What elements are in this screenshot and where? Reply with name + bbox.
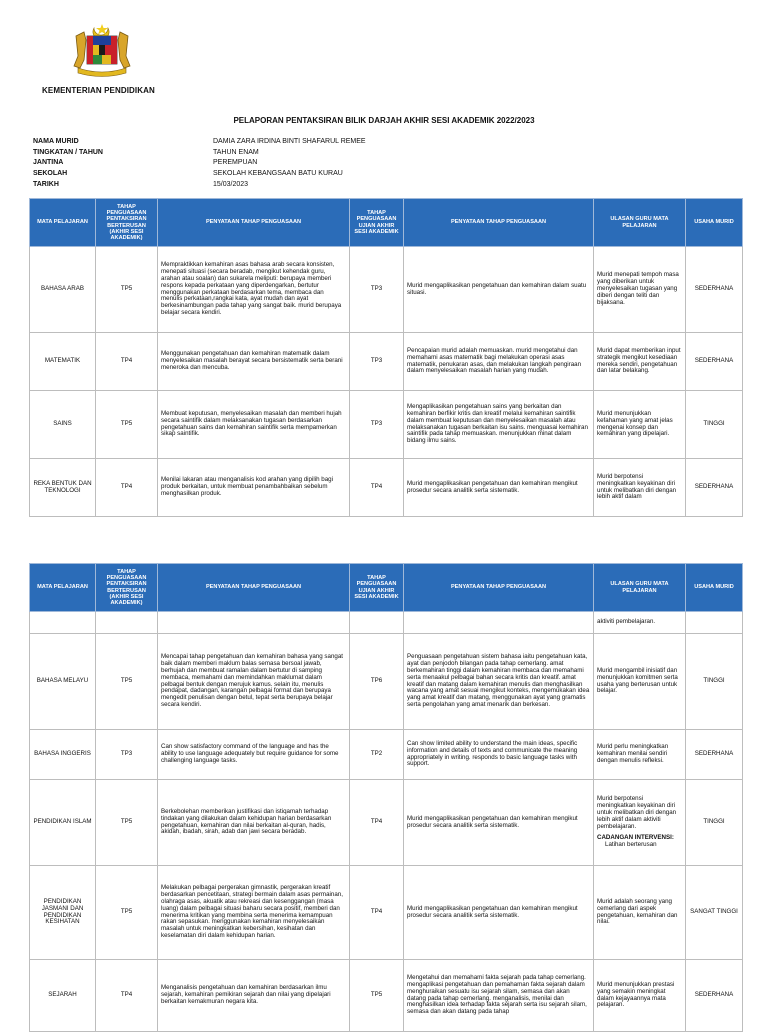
statement-cell: Can show satisfactory command of the language and has the ability to use language adequately but require guidance for some challenging language tasks. (158, 730, 350, 780)
effort-cell: TINGGI (686, 780, 743, 866)
student-info (33, 136, 366, 190)
tp-cell: TP3 (350, 247, 404, 333)
info-row-class (33, 147, 366, 158)
subject-cell: BAHASA MELAYU (30, 634, 96, 730)
review-cell: Murid menunjukkan prestasi yang semakin meningkat dalam kejayaannya mata pelajaran. (594, 960, 686, 1032)
statement-cell: Murid mengaplikasikan pengetahuan dan kemahiran dalam suatu situasi. (404, 247, 594, 333)
tp-cell: TP4 (96, 333, 158, 391)
statement-cell: Can show limited ability to understand the main ideas, specific information and details of texts and communicate the meaning appropriately in writing. responds to basic language tasks with support. (404, 730, 594, 780)
tp-cell: TP4 (96, 960, 158, 1032)
header-subject: MATA PELAJARAN (30, 564, 96, 612)
empty-cell (350, 612, 404, 634)
report-title: PELAPORAN PENTAKSIRAN BILIK DARJAH AKHIR SESI AKADEMIK 2022/2023 (233, 116, 535, 125)
header-effort: USAHA MURID (686, 564, 743, 612)
table-header-row (30, 199, 743, 247)
effort-cell: SEDERHANA (686, 960, 743, 1032)
review-cell: aktiviti pembelajaran. (594, 612, 686, 634)
tp-cell: TP3 (96, 730, 158, 780)
statement-cell: Mengaplikasikan pengetahuan sains yang berkaitan dan kemahiran berfikir kritis dan kreatif melalui kemahiran saintifik dalam membuat keputusan dan menyelesaikan masalah atau melaksanakan tugasan berkaitan isu sains. menguasai kemahiran saintifik pada tahap memuaskan. menunjukkan minat dalam bidang ilmu sains. (404, 391, 594, 459)
tp-cell: TP4 (350, 780, 404, 866)
assessment-table-2 (29, 563, 743, 1032)
review-cell: Murid berpotensi meningkatkan keyakinan diri untuk melibatkan diri dengan lebih aktif dalam (594, 459, 686, 517)
info-label: JANTINA (33, 159, 64, 167)
tp-cell: TP4 (350, 866, 404, 960)
info-value: 15/03/2023 (213, 181, 249, 189)
table-header-row (30, 564, 743, 612)
header-teacher-review: ULASAN GURU MATA PELAJARAN (594, 199, 686, 247)
ministry-name: KEMENTERIAN PENDIDIKAN (42, 86, 155, 95)
intervention-heading: CADANGAN INTERVENSI: (597, 833, 674, 841)
review-cell (594, 780, 686, 866)
statement-cell: Melakukan pelbagai pergerakan gimnastik, pergerakan kreatif berdasarkan pencetitaan, strategi bermain dalam asas permainan, olahraga asas, akuatik atau rekreasi dan kesenggangan (masa luang) dalam pelbagai situasi baharu secara positif, memberi dan menerima kritikan yang membina serta menerima kemampuan rakan sepasukan. menggunakan kemahiran menyelesaikan masalah untuk meningkatkan kebersihan, kesihatan dan keselamatan diri dalam kehidupan harian. (158, 866, 350, 960)
info-row-school (33, 168, 366, 179)
statement-cell: Mencapai tahap pengetahuan dan kemahiran bahasa yang sangat baik dalam memberi maklum balas semasa bersoal jawab, berhujah dan membuat ramalan dalam bertutur di samping membaca, memahami dan memindahkan maklumat dalam pelbagai bentuk dengan merujuk kamus. selain itu, menulis pendapat, dadangan, karangan pelbagai format dan berupaya mengedit penulisan dengan betul, tepat serta berupaya belajar secara kendiri. (158, 634, 350, 730)
empty-cell (686, 612, 743, 634)
tp-cell: TP5 (96, 780, 158, 866)
table-row (30, 333, 743, 391)
table-row (30, 866, 743, 960)
tp-cell: TP3 (350, 333, 404, 391)
tp-cell: TP5 (96, 247, 158, 333)
tp-cell: TP6 (350, 634, 404, 730)
info-value: PEREMPUAN (213, 159, 258, 167)
statement-cell: Penguasaan pengetahuan sistem bahasa iaitu pengetahuan kata, ayat dan penjodoh bilangan pada tahap cemerlang. amat berkemahiran tinggi dalam kemahiran membaca dan memahami serta menaakul pelbagai bahan secara kritis dan kreatif. amat kreatif dan matang dalam kemahiran menulis dan menghasilkan wacana yang amat sesuai mengikut konteks, mengemukakan idea yang amat kreatif dan matang, menggunakan ayat yang gramatis serta pengolahan yang amat menarik dan berkesan. (404, 634, 594, 730)
info-row-date (33, 179, 366, 190)
effort-cell: SEDERHANA (686, 333, 743, 391)
review-cell: Murid dapat memberikan input strategik mengikut kesediaan mereka sendiri, pengetahuan dan latar belakang. (594, 333, 686, 391)
table-row (30, 634, 743, 730)
header-tp-continuous: TAHAP PENGUASAAN PENTAKSIRAN BERTERUSAN (AKHIR SESI AKADEMIK) (96, 564, 158, 612)
tp-cell: TP5 (96, 391, 158, 459)
subject-cell: MATEMATIK (30, 333, 96, 391)
statement-cell: Murid mengaplikasikan pengetahuan dan kemahiran mengikut prosedur secara analitik serta sistematik. (404, 780, 594, 866)
info-row-gender (33, 158, 366, 169)
review-cell: Murid adalah seorang yang cemerlang dari aspek pengetahuan, kemahiran dan nilai. (594, 866, 686, 960)
statement-cell: Murid mengaplikasikan pengetahuan dan kemahiran mengikut prosedur secara analitik serta sistematik. (404, 459, 594, 517)
table-row (30, 960, 743, 1032)
tp-cell: TP4 (350, 459, 404, 517)
effort-cell: TINGGI (686, 391, 743, 459)
info-value: DAMIA ZARA IRDINA BINTI SHAFARUL REMEE (213, 137, 366, 145)
header-tp-continuous: TAHAP PENGUASAAN PENTAKSIRAN BERTERUSAN (AKHIR SESI AKADEMIK) (96, 199, 158, 247)
malaysia-crest-logo (70, 22, 134, 80)
info-row-name (33, 136, 366, 147)
subject-cell: REKA BENTUK DAN TEKNOLOGI (30, 459, 96, 517)
header-statement: PENYATAAN TAHAP PENGUASAAN (404, 199, 594, 247)
empty-cell (404, 612, 594, 634)
effort-cell: SEDERHANA (686, 730, 743, 780)
table-row (30, 730, 743, 780)
effort-cell: SEDERHANA (686, 459, 743, 517)
review-cell: Murid mengambil inisiatif dan menunjukkan komitmen serta usaha yang berterusan untuk belajar. (594, 634, 686, 730)
header-effort: USAHA MURID (686, 199, 743, 247)
subject-cell: PENDIDIKAN JASMANI DAN PENDIDIKAN KESIHATAN (30, 866, 96, 960)
statement-cell: Mempraktikkan kemahiran asas bahasa arab secara konsisten, menepati situasi (secara beradab, mengikut kehendak guru, arahan atau soalan) dan sukarela meliputi: berupaya memberi respons kepada perkataan yang diperdengarkan, bertutur menggunakan perkataan berdasarkan tema, membaca dan menulis perkataan,rangkai kata, ayat mudah dan ayat berkesinambungan pada tahap yang sangat baik. murid berupaya belajar secara kendiri. (158, 247, 350, 333)
table-row (30, 780, 743, 866)
empty-cell (30, 612, 96, 634)
intervention-text: Latihan berterusan (605, 840, 657, 848)
subject-cell: SAINS (30, 391, 96, 459)
statement-cell: Murid mengaplikasikan pengetahuan dan kemahiran mengikut prosedur secara analitik serta sistematik. (404, 866, 594, 960)
effort-cell: SEDERHANA (686, 247, 743, 333)
review-cell: Murid menepati tempoh masa yang diberikan untuk menyelesaikan tugasan yang diberi dengan teliti dan bijaksana. (594, 247, 686, 333)
statement-cell: Pencapaian murid adalah memuaskan. murid mengetahui dan memahami asas matematik bagi melakukan operasi asas matematik, penukaran asas, dan melakukan langkah pengiraan dalam menyelesaikan masalah harian yang mudah. (404, 333, 594, 391)
info-value: TAHUN ENAM (213, 148, 259, 156)
statement-cell: Membuat keputusan, menyelesaikan masalah dan memberi hujah secara saintifik dalam melaksanakan tugasan berdasarkan pengetahuan sains dan kemahiran saintifik serta mempamerkan sikap saintifik. (158, 391, 350, 459)
statement-cell: Berkebolehan memberikan justifikasi dan istiqamah terhadap tindakan yang dilakukan dalam kehidupan harian berdasarkan pengetahuan, kemahiran dan nilai berkaitan al-quran, hadis, akidah, ibadah, sirah, adab dan jawi secara beradab. (158, 780, 350, 866)
info-label: TARIKH (33, 181, 59, 189)
subject-cell: SEJARAH (30, 960, 96, 1032)
header-tp-exam: TAHAP PENGUASAAN UJIAN AKHIR SESI AKADEMIK (350, 199, 404, 247)
info-label: NAMA MURID (33, 137, 79, 145)
tp-cell: TP5 (96, 866, 158, 960)
review-cell: Murid menunjukkan kefahaman yang amat jelas mengenai konsep dan kemahiran yang dipelajari. (594, 391, 686, 459)
statement-cell: Menggunakan pengetahuan dan kemahiran matematik dalam menyelesaikan masalah berayat secara bersistematik serta berani meneroka dan mencuba. (158, 333, 350, 391)
header-teacher-review: ULASAN GURU MATA PELAJARAN (594, 564, 686, 612)
info-label: SEKOLAH (33, 170, 68, 178)
tp-cell: TP5 (350, 960, 404, 1032)
header-tp-exam: TAHAP PENGUASAAN UJIAN AKHIR SESI AKADEMIK (350, 564, 404, 612)
subject-cell: PENDIDIKAN ISLAM (30, 780, 96, 866)
statement-cell: Menganalisis pengetahuan dan kemahiran berdasarkan ilmu sejarah, kemahiran pemikiran sejarah dan nilai yang dipelajari berkaitan kemakmuran negara kita. (158, 960, 350, 1032)
info-value: SEKOLAH KEBANGSAAN BATU KURAU (213, 170, 343, 178)
table-row-continued (30, 612, 743, 634)
info-label: TINGKATAN / TAHUN (33, 148, 103, 156)
statement-cell: Mengetahui dan memahami fakta sejarah pada tahap cemerlang. mengaplikasi pengetahuan dan pemahaman fakta sejarah dalam menghuraikan sesuatu isu sejarah silam, semasa dan akan datang pada tahap cemerlang. menganalisis, menilai dan menghasilkan idea terhadap fakta sejarah serta isu sejarah silam, semasa dan akan datang pada tahap (404, 960, 594, 1032)
empty-cell (96, 612, 158, 634)
table-row (30, 247, 743, 333)
subject-cell: BAHASA ARAB (30, 247, 96, 333)
header-statement: PENYATAAN TAHAP PENGUASAAN (158, 564, 350, 612)
tp-cell: TP5 (96, 634, 158, 730)
assessment-table-1 (29, 198, 743, 517)
review-cell: Murid perlu meningkatkan kemahiran menilai sendiri dengan menulis refleksi. (594, 730, 686, 780)
tp-cell: TP2 (350, 730, 404, 780)
header-statement: PENYATAAN TAHAP PENGUASAAN (158, 199, 350, 247)
effort-cell: TINGGI (686, 634, 743, 730)
table-row (30, 459, 743, 517)
subject-cell: BAHASA INGGERIS (30, 730, 96, 780)
header-subject: MATA PELAJARAN (30, 199, 96, 247)
empty-cell (158, 612, 350, 634)
review-text: Murid berpotensi meningkatkan keyakinan diri untuk melibatkan diri dengan lebih aktif dalam aktiviti pembelajaran. (597, 795, 677, 830)
table-row (30, 391, 743, 459)
header-statement: PENYATAAN TAHAP PENGUASAAN (404, 564, 594, 612)
statement-cell: Menilai lakaran atau menganalisis kod arahan yang dipilih bagi produk berkaitan, untuk membuat penambahbaikan sebelum menghasilkan produk. (158, 459, 350, 517)
tp-cell: TP3 (350, 391, 404, 459)
tp-cell: TP4 (96, 459, 158, 517)
effort-cell: SANGAT TINGGI (686, 866, 743, 960)
